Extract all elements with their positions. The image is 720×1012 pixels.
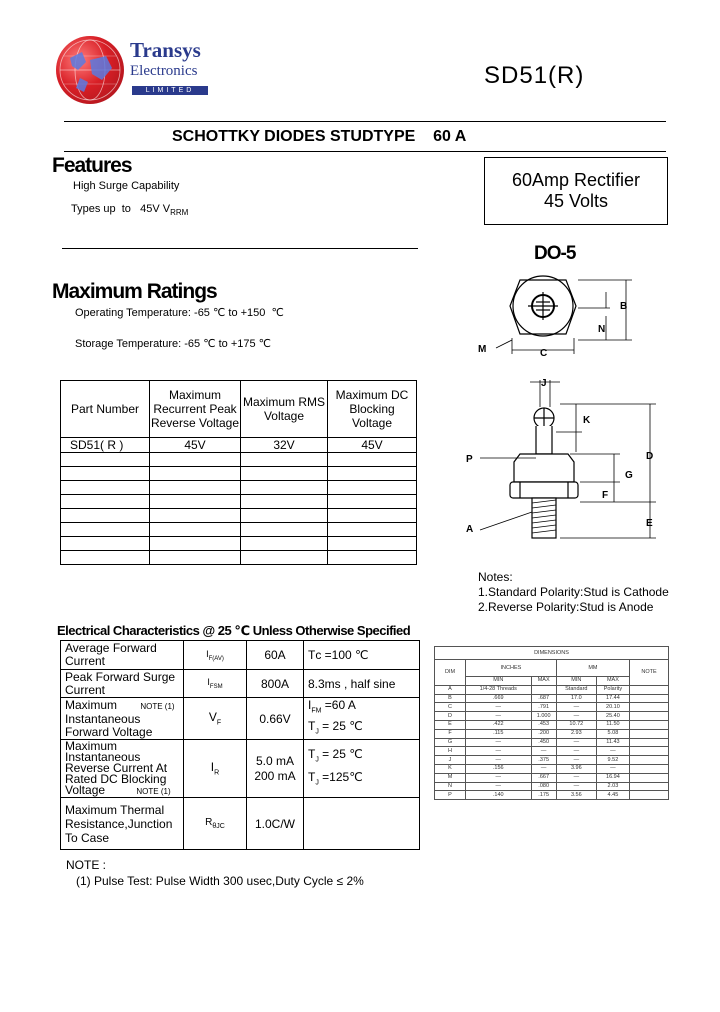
dims-cell: — [556, 738, 596, 747]
dims-cell: .140 [466, 791, 532, 800]
dims-cell: 4.45 [596, 791, 629, 800]
dims-cell: D [435, 712, 466, 721]
dim-label-f: F [602, 490, 609, 501]
dims-cell: .667 [531, 773, 556, 782]
feature-item-voltage [71, 203, 188, 217]
dim-label-k: K [583, 415, 591, 426]
dims-cell: — [466, 738, 532, 747]
electrical-heading: Electrical Characteristics @ 25 ℃ Unless Otherwise Specified [57, 623, 411, 638]
dims-col-dim: DIM [435, 660, 466, 686]
dims-cell: .687 [531, 694, 556, 703]
page-title: SCHOTTKY DIODES STUDTYPE 60 A [172, 128, 467, 145]
table-row [435, 720, 669, 729]
elec-symbol: $R_{\theta JC}$ [184, 798, 247, 850]
dims-cell: .669 [466, 694, 532, 703]
ratings-vdc: 45V [328, 438, 417, 453]
dims-sub-min: MIN [466, 677, 532, 686]
dims-cell: 1.000 [531, 712, 556, 721]
elec-symbol: $I_R$ [184, 740, 247, 798]
dims-cell: — [466, 773, 532, 782]
company-subtitle: Electronics [130, 63, 198, 79]
dim-label-m: M [478, 344, 487, 355]
dims-cell: .115 [466, 729, 532, 738]
dims-cell: A [435, 685, 466, 694]
dims-cell: — [596, 764, 629, 773]
company-logo [56, 36, 124, 104]
dims-cell: .200 [531, 729, 556, 738]
dims-cell: 2.93 [556, 729, 596, 738]
dims-cell: 16.94 [596, 773, 629, 782]
table-row [435, 791, 669, 800]
table-row [61, 740, 420, 798]
dims-cell [630, 791, 669, 800]
dims-body [435, 685, 669, 799]
table-row [61, 453, 417, 467]
table-row [435, 764, 669, 773]
elec-value: 5.0 mA 200 mA [247, 740, 304, 798]
dim-label-d: D [646, 451, 654, 462]
dims-cell: — [556, 703, 596, 712]
summary-line-2: 45 Volts [543, 191, 609, 211]
dims-sub-min: MIN [556, 677, 596, 686]
dims-cell: — [556, 712, 596, 721]
dims-cell: .156 [466, 764, 532, 773]
elec-symbol: $V_F$ [184, 698, 247, 740]
table-row [61, 495, 417, 509]
dims-cell: — [556, 756, 596, 765]
dims-cell: — [556, 747, 596, 756]
table-row [61, 551, 417, 565]
dims-cell [630, 738, 669, 747]
dims-cell [630, 694, 669, 703]
ratings-header-vrms: Maximum RMS Voltage [241, 381, 328, 438]
dims-title-row [435, 647, 669, 660]
ratings-header-vrrm: Maximum Recurrent Peak Reverse Voltage [150, 381, 241, 438]
dims-cell: N [435, 782, 466, 791]
dims-cell: G [435, 738, 466, 747]
ratings-table [60, 380, 417, 565]
dims-cell: — [596, 747, 629, 756]
part-number: SD51(R) [484, 62, 585, 89]
dims-cell: 1/4-28 Threads [466, 685, 532, 694]
ratings-header-row [61, 381, 417, 438]
elec-param: Maximum Thermal Resistance,Junction To Case [61, 798, 184, 850]
dims-cell [630, 764, 669, 773]
dims-cell: E [435, 720, 466, 729]
table-row [435, 782, 669, 791]
table-row [61, 523, 417, 537]
dims-cell: .422 [466, 720, 532, 729]
dims-cell [630, 703, 669, 712]
ratings-header-part: Part Number [61, 381, 150, 438]
dims-title: DIMENSIONS [435, 647, 669, 660]
package-name: DO-5 [534, 243, 576, 264]
dims-cell: .791 [531, 703, 556, 712]
dims-cell [531, 685, 556, 694]
table-row [61, 798, 420, 850]
dim-label-p: P [466, 454, 473, 465]
dims-cell: K [435, 764, 466, 773]
dims-cell: .450 [531, 738, 556, 747]
elec-param: Maximum NOTE (1) Instantaneous Forward Voltage [61, 698, 184, 740]
elec-value: 0.66V [247, 698, 304, 740]
polarity-notes [478, 570, 669, 615]
table-row [61, 670, 420, 698]
table-row [435, 729, 669, 738]
dims-cell: J [435, 756, 466, 765]
dim-label-g: G [625, 470, 633, 481]
notes-standard: 1.Standard Polarity:Stud is Cathode [478, 585, 669, 599]
table-row [435, 685, 669, 694]
table-row [435, 712, 669, 721]
dims-cell [630, 747, 669, 756]
elec-condition: $T_J = 25$ ℃ $T_J$ =125℃ [304, 740, 420, 798]
ratings-vrms: 32V [241, 438, 328, 453]
package-outline-drawing [466, 262, 670, 552]
dims-cell [630, 729, 669, 738]
elec-value: 1.0C/W [247, 798, 304, 850]
dimensions-table [434, 646, 669, 800]
dims-cell [630, 712, 669, 721]
elec-value: 60A [247, 641, 304, 670]
dim-label-j: J [541, 378, 547, 389]
dims-cell: Polarity [596, 685, 629, 694]
dims-header-row [435, 660, 669, 677]
dims-cell: 11.50 [596, 720, 629, 729]
dims-col-inches: INCHES [466, 660, 557, 677]
storage-temperature: Storage Temperature: -65 ℃ to +175 ℃ [75, 338, 272, 350]
table-row [435, 703, 669, 712]
dims-cell: 17.44 [596, 694, 629, 703]
dims-cell: P [435, 791, 466, 800]
features-heading: Features [52, 154, 132, 177]
dims-cell [630, 773, 669, 782]
table-row [61, 698, 420, 740]
electrical-table [60, 640, 420, 850]
footnote-title: NOTE : [66, 858, 107, 872]
table-row [61, 537, 417, 551]
dims-cell [630, 756, 669, 765]
title-rule [64, 151, 666, 152]
dims-cell: 25.40 [596, 712, 629, 721]
dims-cell: — [556, 782, 596, 791]
dims-cell: .080 [531, 782, 556, 791]
notes-title: Notes: [478, 570, 513, 584]
ratings-header-vdc: Maximum DC Blocking Voltage [328, 381, 417, 438]
table-row [435, 694, 669, 703]
elec-value: 800A [247, 670, 304, 698]
dim-label-a: A [466, 524, 474, 535]
ratings-vrrm: 45V [150, 438, 241, 453]
feature-voltage-text: Types up to 45V V [71, 203, 171, 215]
table-row [61, 509, 417, 523]
dims-cell: H [435, 747, 466, 756]
dim-label-e: E [646, 518, 653, 529]
dims-cell: — [556, 773, 596, 782]
dims-cell [630, 720, 669, 729]
features-rule [62, 248, 418, 249]
dims-cell: 9.52 [596, 756, 629, 765]
elec-condition: 8.3ms , half sine [304, 670, 420, 698]
company-limited-bar: LIMITED [132, 86, 208, 95]
dims-cell: 3.56 [556, 791, 596, 800]
dim-label-c: C [540, 348, 548, 359]
dims-cell: — [466, 782, 532, 791]
table-row [61, 481, 417, 495]
elec-condition: $I_{FM} =60$ A $T_J = 25$ ℃ [304, 698, 420, 740]
elec-condition: Tᴄ =100 ℃ [304, 641, 420, 670]
elec-symbol: $I_{FSM}$ [184, 670, 247, 698]
dims-sub-max: MAX [596, 677, 629, 686]
dims-cell: C [435, 703, 466, 712]
table-row [61, 438, 417, 453]
dims-cell: — [531, 764, 556, 773]
summary-line-1: 60Amp Rectifier [511, 170, 641, 190]
dims-cell: 3.96 [556, 764, 596, 773]
table-row [61, 641, 420, 670]
elec-param: Average Forward Current [61, 641, 184, 670]
dim-label-b: B [620, 301, 628, 312]
dims-cell: 17.0 [556, 694, 596, 703]
dims-cell: 2.03 [596, 782, 629, 791]
footnote-pulse-test: (1) Pulse Test: Pulse Width 300 usec,Duty Cycle ≤ 2% [76, 874, 364, 888]
dims-sub-max: MAX [531, 677, 556, 686]
elec-param: Peak Forward Surge Current [61, 670, 184, 698]
max-ratings-heading: Maximum Ratings [52, 280, 217, 303]
dims-cell: M [435, 773, 466, 782]
elec-condition [304, 798, 420, 850]
dims-col-note: NOTE [630, 660, 669, 686]
dims-cell: 5.08 [596, 729, 629, 738]
company-name: Transys [130, 38, 201, 62]
dims-cell [630, 782, 669, 791]
dims-cell: F [435, 729, 466, 738]
dims-cell: — [466, 703, 532, 712]
ratings-part: SD51( R ) [61, 438, 150, 453]
table-row [435, 747, 669, 756]
feature-voltage-sub: RRM [170, 208, 189, 218]
dims-cell: — [466, 756, 532, 765]
table-row [435, 756, 669, 765]
table-row [435, 773, 669, 782]
table-row [435, 738, 669, 747]
dims-cell: .375 [531, 756, 556, 765]
dims-cell: .453 [531, 720, 556, 729]
dim-label-n: N [598, 324, 606, 335]
dims-cell: .175 [531, 791, 556, 800]
dims-cell: B [435, 694, 466, 703]
dims-col-mm: MM [556, 660, 629, 677]
dims-cell: — [531, 747, 556, 756]
header-rule [64, 121, 666, 122]
feature-item-surge: High Surge Capability [73, 180, 180, 192]
dims-cell: Standard [556, 685, 596, 694]
table-row [61, 467, 417, 481]
operating-temperature: Operating Temperature: -65 ℃ to +150 ℃ [75, 307, 284, 319]
dims-cell: — [466, 747, 532, 756]
dims-cell: 10.72 [556, 720, 596, 729]
elec-symbol: $I_{F(AV)}$ [184, 641, 247, 670]
elec-param: Maximum Instantaneous Reverse Current At Rated DC Blocking Voltage NOTE (1) [61, 740, 184, 798]
dims-cell [630, 685, 669, 694]
summary-box [484, 157, 668, 225]
notes-reverse: 2.Reverse Polarity:Stud is Anode [478, 600, 654, 614]
dims-cell: — [466, 712, 532, 721]
dims-cell: 20.10 [596, 703, 629, 712]
dims-cell: 11.43 [596, 738, 629, 747]
